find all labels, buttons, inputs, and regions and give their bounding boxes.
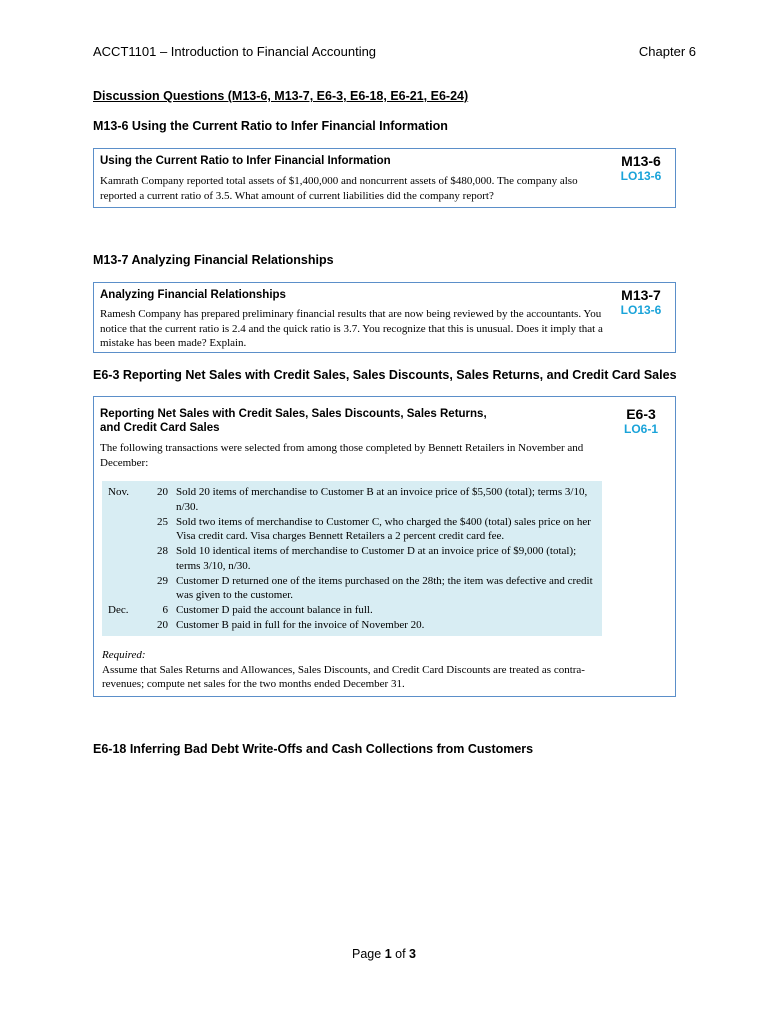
exercise-title-line1: Reporting Net Sales with Credit Sales, Sales Discounts, Sales Returns, xyxy=(100,408,487,420)
transaction-day: 29 xyxy=(157,574,168,587)
exercise-box-m13-6 xyxy=(93,148,676,208)
course-title: ACCT1101 – Introduction to Financial Accounting xyxy=(93,44,377,59)
transaction-day: 6 xyxy=(162,604,168,616)
chapter-label: Chapter 6 xyxy=(638,44,696,59)
learning-objective: LO6-1 xyxy=(623,422,658,436)
exercise-box-m13-7 xyxy=(93,282,676,353)
page-word: Page xyxy=(352,947,382,961)
transaction-text: Customer D paid the account balance in full. xyxy=(176,604,373,616)
transaction-row xyxy=(102,515,602,544)
section-heading-m13-6: M13-6 Using the Current Ratio to Infer Financial Information xyxy=(93,119,448,133)
page-number: 1 xyxy=(384,947,392,961)
exercise-number: M13-6 xyxy=(621,153,661,169)
transaction-row xyxy=(102,574,602,603)
section-heading-e6-18: E6-18 Inferring Bad Debt Write-Offs and Cash Collections from Customers xyxy=(93,742,534,756)
required-label: Required: xyxy=(102,649,146,661)
exercise-number: M13-7 xyxy=(621,287,661,303)
exercise-title-line2: and Credit Card Sales xyxy=(100,422,220,434)
transaction-day: 28 xyxy=(157,545,168,557)
transaction-text: Sold 20 items of merchandise to Customer B at an invoice price of $5,500 (total); terms 3/10, n/30. xyxy=(176,486,588,513)
section-heading-m13-7: M13-7 Analyzing Financial Relationships xyxy=(93,253,334,267)
exercise-number: E6-3 xyxy=(626,406,656,422)
transaction-month xyxy=(102,544,142,573)
transaction-row xyxy=(102,603,602,618)
transaction-day: 25 xyxy=(157,515,168,528)
transaction-row xyxy=(102,618,602,633)
transaction-day: 20 xyxy=(157,619,168,631)
transaction-month: Nov. xyxy=(108,486,129,498)
section-heading-e6-3: E6-3 Reporting Net Sales with Credit Sales, Sales Discounts, Sales Returns, and Credit Card Sales xyxy=(93,368,677,382)
transaction-text: Customer D returned one of the items purchased on the 28th; the item was defective and credit was given to the customer. xyxy=(176,574,593,601)
exercise-body: The following transactions were selected from among those completed by Bennett Retailers in November and December: xyxy=(100,442,584,469)
transaction-text: Sold two items of merchandise to Customer C, who charged the $400 (total) sales price on her Visa credit card. Visa charges Bennett Retailers a 2 percent credit card fee. xyxy=(176,515,591,542)
total-pages: 3 xyxy=(409,947,416,961)
exercise-code xyxy=(612,154,670,184)
transaction-month xyxy=(102,618,142,633)
page-footer xyxy=(0,947,768,961)
transaction-list xyxy=(102,481,602,636)
learning-objective: LO13-6 xyxy=(620,303,662,317)
exercise-code xyxy=(612,407,670,437)
exercise-title: Using the Current Ratio to Infer Financial Information xyxy=(100,155,391,167)
transaction-month xyxy=(102,574,142,603)
transaction-day: 20 xyxy=(157,486,168,498)
exercise-body: Ramesh Company has prepared preliminary financial results that are now being reviewed by the accountants. You notice that the current ratio is 2.4 and the quick ratio is 3.7. You recognize that this is unusual. Does it imply that a mistake has been made? Explain. xyxy=(100,308,603,349)
transaction-text: Sold 10 identical items of merchandise to Customer D at an invoice price of $9,000 (total); terms 3/10, n/30. xyxy=(176,545,577,572)
of-word: of xyxy=(395,947,406,961)
learning-objective: LO13-6 xyxy=(620,169,662,183)
exercise-box-e6-3 xyxy=(93,396,676,697)
transaction-row xyxy=(102,544,602,573)
exercise-title xyxy=(100,407,487,435)
exercise-code xyxy=(612,288,670,318)
transaction-month: Dec. xyxy=(108,604,129,616)
transaction-text: Customer B paid in full for the invoice of November 20. xyxy=(176,619,425,631)
main-heading: Discussion Questions (M13-6, M13-7, E6-3, E6-18, E6-21, E6-24) xyxy=(93,89,469,103)
required-section xyxy=(102,648,615,692)
exercise-title: Analyzing Financial Relationships xyxy=(100,289,286,301)
required-text: Assume that Sales Returns and Allowances, Sales Discounts, and Credit Card Discounts are treated as contra-revenues; compute net sales for the two months ended December 31. xyxy=(102,663,585,690)
transaction-month xyxy=(102,515,142,544)
transaction-row xyxy=(102,485,602,514)
exercise-body: Kamrath Company reported total assets of $1,400,000 and noncurrent assets of $480,000. The company also reported a current ratio of 3.5. What amount of current liabilities did the company report? xyxy=(100,175,578,202)
